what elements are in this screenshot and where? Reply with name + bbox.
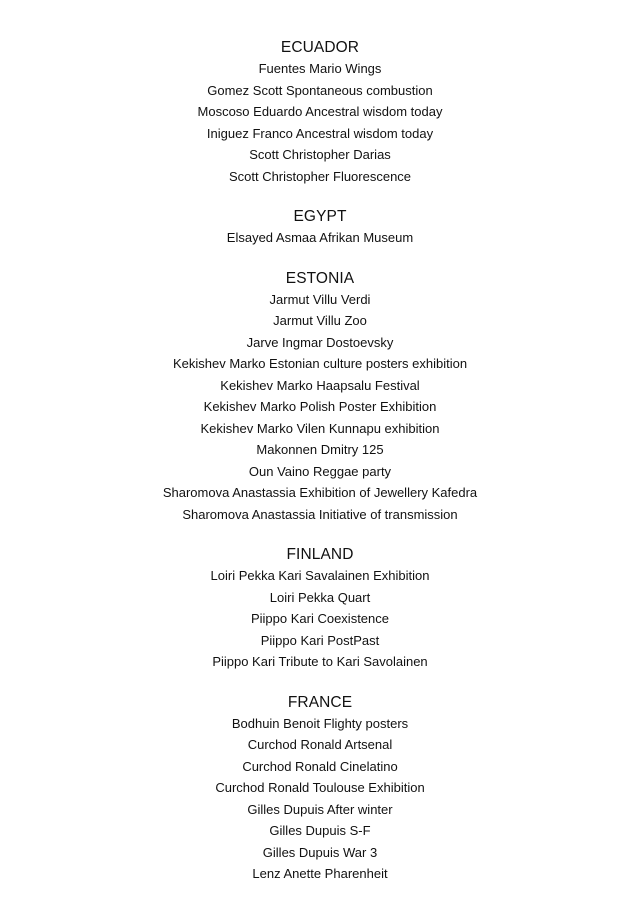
list-item: Loiri Pekka Quart [269, 589, 371, 605]
list-item: Iniguez Franco Ancestral wisdom today [206, 125, 434, 141]
list-item: Kekishev Marko Estonian culture posters exhibition [172, 356, 468, 371]
list-item: Kekishev Marko Polish Poster Exhibition [203, 399, 437, 414]
list-item: Bodhuin Benoit Flighty posters [231, 715, 409, 731]
entry-list [0, 58, 640, 187]
list-item: Gilles Dupuis War 3 [262, 844, 378, 860]
list-item: Curchod Ronald Artsenal [247, 737, 393, 752]
list-item: Elsayed Asmaa Afrikan Museum [226, 230, 414, 245]
list-item: Curchod Ronald Cinelatino [242, 758, 398, 774]
list-item: Piippo Kari Tribute to Kari Savolainen [212, 654, 428, 669]
entry-list [0, 565, 640, 673]
entry-list [0, 713, 640, 885]
country-section-finland [0, 545, 640, 673]
list-item: Scott Christopher Fluorescence [228, 168, 412, 184]
list-item: Makonnen Dmitry 125 [256, 442, 384, 457]
country-heading: FRANCE [287, 693, 353, 711]
country-section-ecuador [0, 38, 640, 187]
list-item: Fuentes Mario Wings [258, 61, 382, 76]
country-heading: EGYPT [293, 208, 347, 225]
list-item: Jarmut Villu Verdi [269, 291, 371, 307]
list-item: Gilles Dupuis S-F [269, 823, 371, 838]
country-heading: FINLAND [286, 546, 354, 563]
list-item: Scott Christopher Darias [249, 147, 391, 162]
list-item: Piippo Kari Coexistence [250, 611, 390, 626]
list-item: Sharomova Anastassia Exhibition of Jewellery Kafedra [162, 485, 478, 500]
list-item: Loiri Pekka Kari Savalainen Exhibition [210, 568, 430, 583]
list-item: Piippo Kari PostPast [260, 632, 380, 648]
list-item: Oun Vaino Reggae party [248, 463, 392, 479]
entry-list [0, 289, 640, 526]
entry-list [0, 227, 640, 249]
list-item: Curchod Ronald Toulouse Exhibition [215, 780, 425, 795]
list-item: Moscoso Eduardo Ancestral wisdom today [197, 104, 443, 119]
country-heading: ECUADOR [280, 39, 360, 56]
list-item: Gomez Scott Spontaneous combustion [207, 82, 433, 98]
list-item: Lenz Anette Pharenheit [252, 866, 388, 881]
country-heading: ESTONIA [285, 269, 355, 287]
list-item: Gilles Dupuis After winter [247, 801, 393, 817]
list-item: Sharomova Anastassia Initiative of transmission [182, 506, 458, 522]
country-section-france [0, 693, 640, 885]
list-item: Kekishev Marko Vilen Kunnapu exhibition [200, 420, 440, 436]
country-section-egypt [0, 207, 640, 249]
country-section-estonia [0, 269, 640, 526]
list-item: Kekishev Marko Haapsalu Festival [220, 377, 420, 393]
list-item: Jarve Ingmar Dostoevsky [246, 334, 394, 350]
list-item: Jarmut Villu Zoo [273, 313, 367, 328]
